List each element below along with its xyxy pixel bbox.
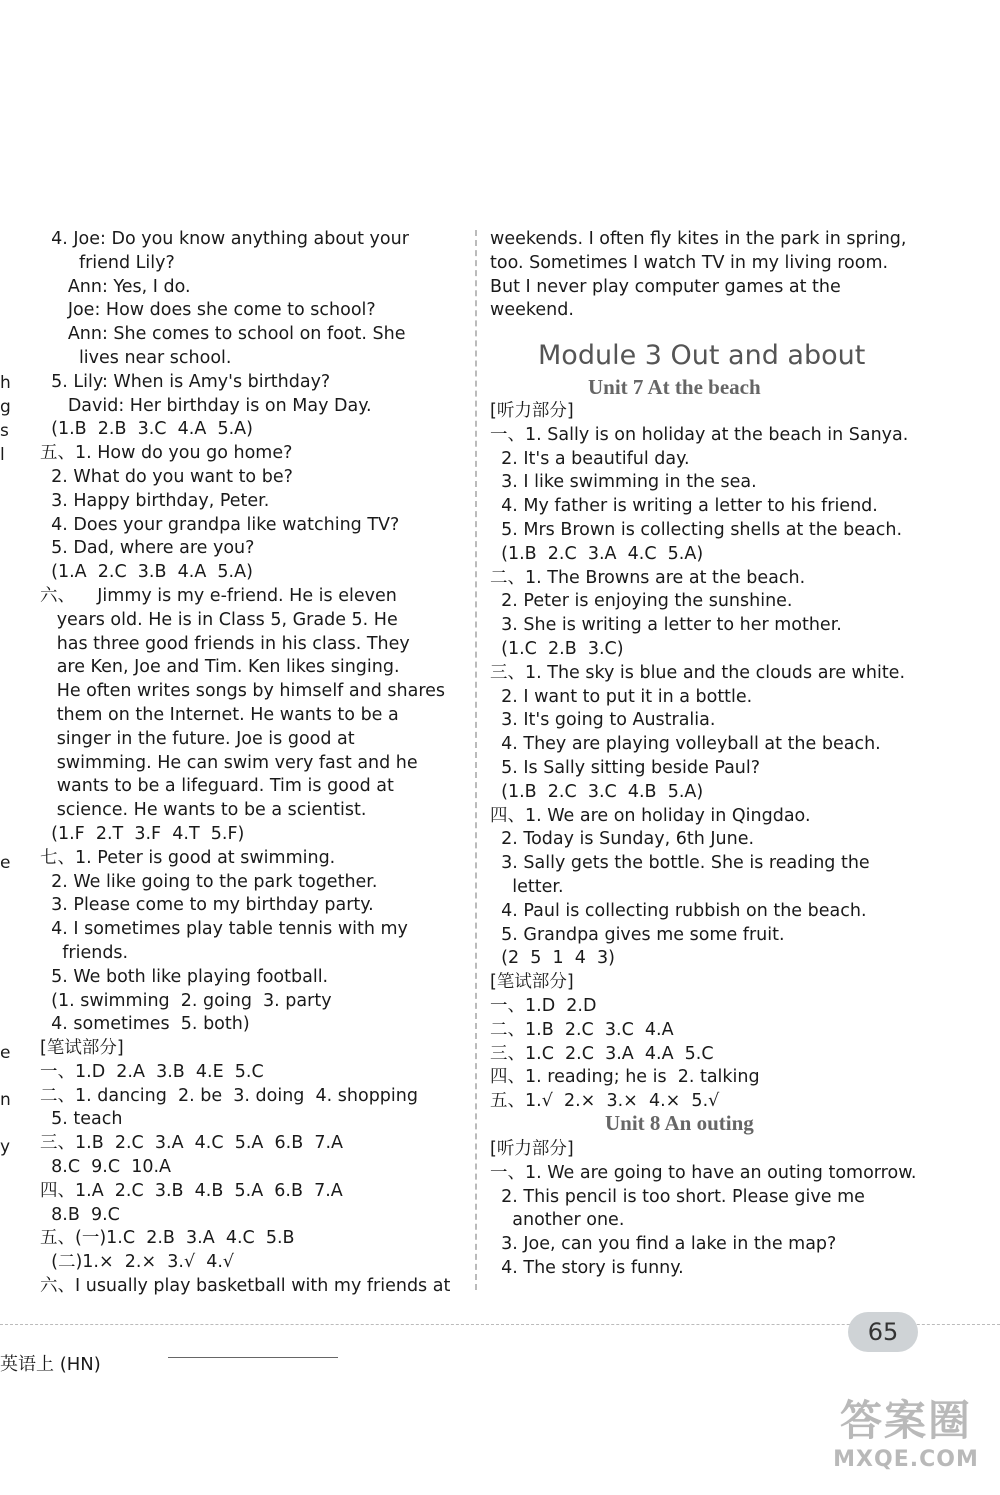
text-line: 5. Grandpa gives me some fruit. [490, 924, 785, 945]
text-line: too. Sometimes I watch TV in my living room. [490, 252, 889, 273]
text-line: 5. Mrs Brown is collecting shells at the beach. [490, 519, 903, 540]
edge-fragment: l [0, 445, 5, 465]
text-line: singer in the future. Joe is good at [40, 728, 355, 749]
text-line: 4. I sometimes play table tennis with my [40, 919, 408, 940]
text-line: 六、 Jimmy is my e-friend. He is eleven [40, 585, 397, 606]
text-line: (1. swimming 2. going 3. party [40, 990, 332, 1011]
text-line: 2. What do you want to be? [40, 466, 293, 487]
text-line: 8.C 9.C 10.A [40, 1157, 172, 1178]
text-line: 5. Lily: When is Amy's birthday? [40, 371, 331, 392]
text-line: 4. My father is writing a letter to his friend. [490, 496, 878, 517]
text-line: 一、1.D 2.A 3.B 4.E 5.C [40, 1061, 264, 1082]
text-line: (1.B 2.B 3.C 4.A 5.A) [40, 419, 253, 440]
text-line: 一、1.D 2.D [490, 995, 597, 1016]
text-line: 3. Joe, can you find a lake in the map? [490, 1234, 837, 1255]
text-line: has three good friends in his class. They [40, 633, 410, 654]
text-line: Joe: How does she come to school? [40, 300, 376, 321]
edge-fragment: h [0, 373, 11, 393]
text-line: 2. I want to put it in a bottle. [490, 686, 753, 707]
text-line: 二、1. The Browns are at the beach. [490, 567, 806, 588]
text-line: Ann: She comes to school on foot. She [40, 324, 406, 345]
text-line: 4. They are playing volleyball at the beach. [490, 734, 881, 755]
text-line: 3. She is writing a letter to her mother. [490, 615, 842, 636]
text-line: 2. Peter is enjoying the sunshine. [490, 591, 793, 612]
text-line: [笔试部分] [490, 972, 574, 993]
text-line: 2. This pencil is too short. Please give me [490, 1186, 865, 1207]
text-line: 六、I usually play basketball with my friends at [40, 1276, 451, 1297]
text-line: 七、1. Peter is good at swimming. [40, 847, 336, 868]
text-line: friends. [40, 942, 129, 963]
unit8-answers [490, 1138, 916, 1281]
text-line: But I never play computer games at the [490, 276, 841, 297]
text-line: David: Her birthday is on May Day. [40, 395, 372, 416]
text-line: [听力部分] [490, 401, 574, 421]
text-line: 5. We both like playing football. [40, 966, 329, 987]
text-line: years old. He is in Class 5, Grade 5. He [40, 609, 398, 630]
text-line: 五、1. How do you go home? [40, 443, 293, 464]
text-line: letter. [490, 876, 564, 897]
text-line: (1.A 2.C 3.B 4.A 5.A) [40, 562, 253, 583]
text-line: are Ken, Joe and Tim. Ken likes singing. [40, 657, 400, 678]
unit8-title: Unit 8 An outing [605, 1111, 754, 1135]
text-line: 五、1.√ 2.× 3.× 4.× 5.√ [490, 1091, 720, 1112]
text-line: 3. I like swimming in the sea. [490, 472, 757, 493]
text-line: 2. Today is Sunday, 6th June. [490, 829, 755, 850]
text-line: (2 5 1 4 3) [490, 948, 615, 969]
text-line: 5. teach [40, 1109, 123, 1130]
text-line: 4. sometimes 5. both) [40, 1014, 250, 1035]
text-line: (1.F 2.T 3.F 4.T 5.F) [40, 823, 245, 844]
text-line: 4. Joe: Do you know anything about your [40, 229, 409, 249]
text-line: weekend. [490, 300, 574, 321]
text-line: He often writes songs by himself and shares [40, 681, 446, 702]
text-line: swimming. He can swim very fast and he [40, 752, 418, 773]
text-line: 三、1.C 2.C 3.A 4.A 5.C [490, 1043, 714, 1064]
text-line: 4. The story is funny. [490, 1257, 684, 1278]
right-column [490, 228, 910, 323]
text-line: 3. Please come to my birthday party. [40, 895, 374, 916]
edge-fragment: g [0, 397, 11, 417]
text-line: 2. We like going to the park together. [40, 871, 378, 892]
watermark-url: MXQE.COM [833, 1447, 979, 1472]
text-line: 四、1. We are on holiday in Qingdao. [490, 805, 811, 826]
text-line: 3. It's going to Australia. [490, 710, 716, 731]
text-line: (1.C 2.B 3.C) [490, 638, 624, 659]
edge-fragment: n [0, 1090, 11, 1110]
edge-fragment: s [0, 421, 9, 441]
text-line: 4. Does your grandpa like watching TV? [40, 514, 400, 535]
unit7-answers [490, 400, 908, 1114]
footer-rule [168, 1357, 338, 1358]
text-line: 一、1. We are going to have an outing tomorrow. [490, 1162, 917, 1183]
text-line: 3. Happy birthday, Peter. [40, 490, 270, 511]
text-line: 四、1. reading; he is 2. talking [490, 1067, 760, 1088]
text-line: science. He wants to be a scientist. [40, 800, 367, 821]
text-line: 三、1.B 2.C 3.A 4.C 5.A 6.B 7.A [40, 1133, 343, 1154]
text-line: (二)1.× 2.× 3.√ 4.√ [40, 1252, 235, 1273]
text-line: Ann: Yes, I do. [40, 276, 191, 297]
text-line: 五、(一)1.C 2.B 3.A 4.C 5.B [40, 1228, 295, 1249]
footer-label: 英语上 (HN) [0, 1354, 101, 1375]
edge-fragment: e [0, 853, 11, 873]
text-line: 3. Sally gets the bottle. She is reading the [490, 853, 870, 874]
column-divider [475, 230, 477, 1290]
text-line: (1.B 2.C 3.A 4.C 5.A) [490, 543, 704, 564]
module-title: Module 3 Out and about [538, 340, 866, 371]
text-line: 二、1.B 2.C 3.C 4.A [490, 1019, 674, 1040]
text-line: [笔试部分] [40, 1038, 124, 1059]
text-line: weekends. I often fly kites in the park in spring, [490, 229, 907, 249]
left-column [40, 228, 460, 1299]
text-line: 二、1. dancing 2. be 3. doing 4. shopping [40, 1085, 418, 1106]
text-line: 一、1. Sally is on holiday at the beach in Sanya. [490, 424, 909, 445]
text-line: [听力部分] [490, 1139, 574, 1159]
text-line: wants to be a lifeguard. Tim is good at [40, 776, 394, 797]
text-line: friend Lily? [40, 252, 175, 273]
text-line: 2. It's a beautiful day. [490, 448, 690, 469]
watermark-chinese: 答案圈 [839, 1396, 972, 1445]
unit7-title: Unit 7 At the beach [588, 375, 761, 399]
text-line: lives near school. [40, 347, 232, 368]
right-top-passage [490, 228, 910, 323]
text-line: 5. Is Sally sitting beside Paul? [490, 757, 761, 778]
edge-fragment: y [0, 1137, 11, 1157]
text-line: (1.B 2.C 3.C 4.B 5.A) [490, 781, 704, 802]
text-line: 8.B 9.C [40, 1204, 120, 1225]
edge-fragment: e [0, 1043, 11, 1063]
watermark [816, 1395, 996, 1495]
text-line: them on the Internet. He wants to be a [40, 704, 399, 725]
text-line: another one. [490, 1210, 625, 1231]
text-line: 5. Dad, where are you? [40, 538, 255, 559]
text-line: 四、1.A 2.C 3.B 4.B 5.A 6.B 7.A [40, 1180, 343, 1201]
text-line: 三、1. The sky is blue and the clouds are white. [490, 662, 906, 683]
text-line: 4. Paul is collecting rubbish on the beach. [490, 900, 867, 921]
page-number: 65 [848, 1312, 918, 1352]
